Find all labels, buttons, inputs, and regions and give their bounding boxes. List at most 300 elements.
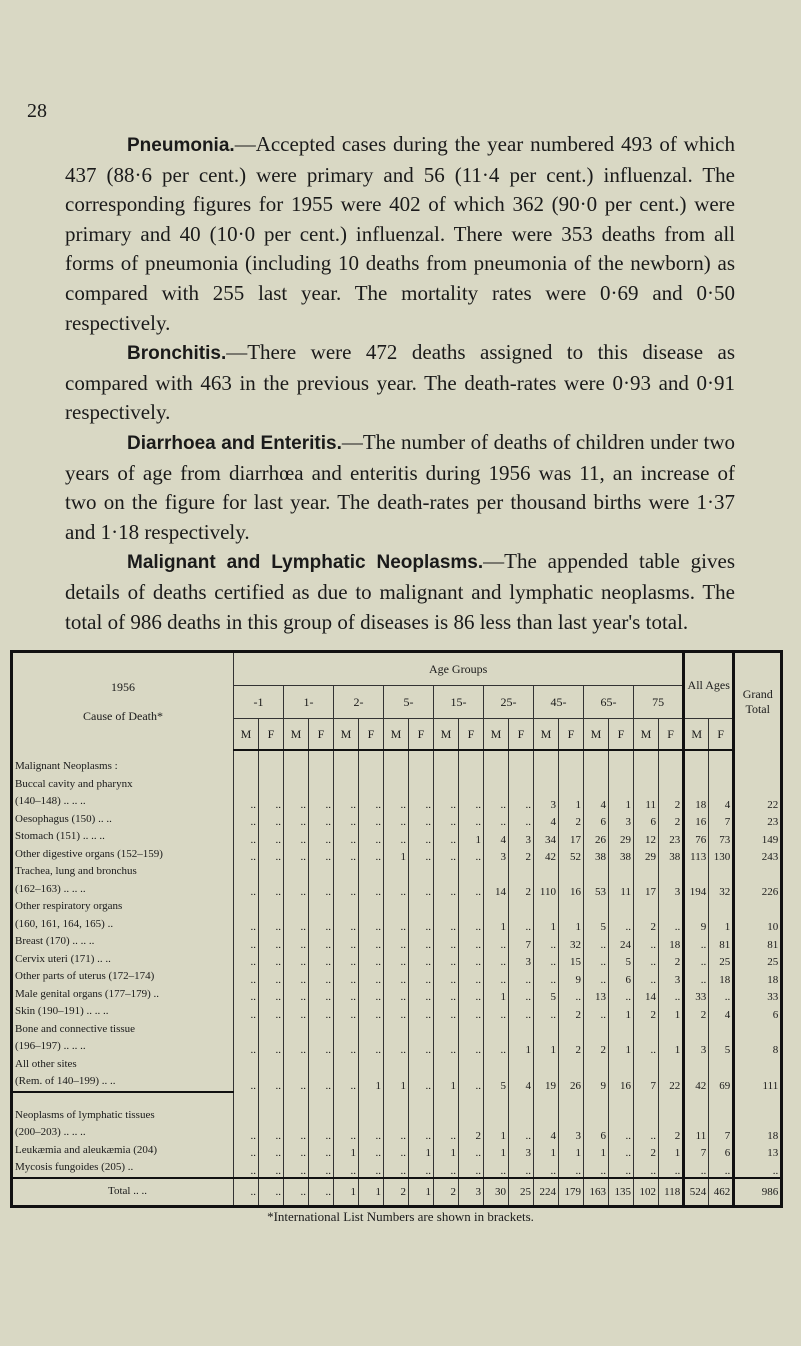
table-cell: 1 — [609, 1021, 634, 1056]
table-cell: 1 — [534, 898, 559, 933]
table-cell: .. — [234, 1003, 259, 1021]
cause-label — [12, 968, 234, 986]
table-cell: 102 — [634, 1178, 659, 1207]
table-cell: 1 — [609, 1003, 634, 1021]
table-cell: 6 — [609, 968, 634, 986]
table-cell: .. — [434, 933, 459, 951]
table-row — [12, 846, 782, 864]
spacer-cell — [459, 1092, 484, 1107]
cause-label — [12, 898, 234, 933]
table-row — [12, 933, 782, 951]
table-cell: .. — [534, 1159, 559, 1178]
table-cell: 1 — [559, 1142, 584, 1160]
table-cell: .. — [409, 933, 434, 951]
table-cell: 1 — [459, 828, 484, 846]
table-cell: .. — [334, 933, 359, 951]
table-row — [12, 968, 782, 986]
table-cell: .. — [334, 1107, 359, 1142]
table-row — [12, 951, 782, 969]
cause-label — [12, 863, 234, 898]
table-cell: 32 — [559, 933, 584, 951]
table-cell: .. — [459, 1056, 484, 1092]
table-cell: .. — [459, 1021, 484, 1056]
table-cell: .. — [409, 863, 434, 898]
sex-header: M — [584, 719, 609, 751]
table-cell: 2 — [434, 1178, 459, 1207]
table-cell: 3 — [459, 1178, 484, 1207]
age-group-header: 15- — [434, 686, 484, 719]
table-cell: 13 — [734, 1142, 782, 1160]
table-cell: 5 — [534, 986, 559, 1004]
table-cell: 3 — [659, 863, 684, 898]
table-cell: .. — [384, 933, 409, 951]
table-cell: 1 — [384, 846, 409, 864]
cause-label-line: (160, 161, 164, 165) .. — [15, 917, 114, 930]
table-cell: .. — [284, 750, 309, 811]
table-cell: 1 — [484, 1107, 509, 1142]
cause-label — [12, 1159, 234, 1178]
table-cell: 224 — [534, 1178, 559, 1207]
table-cell: .. — [684, 1159, 709, 1178]
sex-header: F — [609, 719, 634, 751]
table-cell: 52 — [559, 846, 584, 864]
sex-header: F — [709, 719, 734, 751]
cause-label-line: Mycosis fungoides (205) .. — [15, 1161, 134, 1173]
table-cell: 2 — [659, 1107, 684, 1142]
spacer-cell — [12, 1092, 234, 1107]
table-cell: .. — [234, 828, 259, 846]
table-cell: .. — [434, 846, 459, 864]
neoplasms-table — [10, 650, 783, 1208]
table-cell: .. — [334, 968, 359, 986]
age-group-header: 45- — [534, 686, 584, 719]
cause-label-line: (140–148) .. .. .. — [15, 795, 86, 807]
cause-label — [12, 1021, 234, 1056]
cause-label-line: Stomach (151) .. .. .. — [15, 830, 105, 842]
table-cell: .. — [259, 1159, 284, 1178]
cause-label — [12, 750, 234, 811]
table-cell: 18 — [709, 968, 734, 986]
table-cell: .. — [259, 811, 284, 829]
table-cell: .. — [234, 846, 259, 864]
table-cell: .. — [309, 1178, 334, 1207]
table-cell: .. — [659, 1159, 684, 1178]
table-cell: .. — [484, 951, 509, 969]
table-cell: .. — [259, 1142, 284, 1160]
table-cell: 53 — [584, 863, 609, 898]
footnote: *International List Numbers are shown in brackets. — [267, 1209, 534, 1224]
table-cell: 6 — [584, 1107, 609, 1142]
table-cell: .. — [334, 1003, 359, 1021]
table-cell: 76 — [684, 828, 709, 846]
cause-label-line: Breast (170) .. .. .. — [15, 935, 95, 947]
table-cell: .. — [234, 750, 259, 811]
table-cell: 29 — [609, 828, 634, 846]
table-cell: .. — [409, 846, 434, 864]
table-cell: .. — [434, 1003, 459, 1021]
table-cell: .. — [409, 1107, 434, 1142]
table-cell: .. — [509, 1159, 534, 1178]
cause-label-line: Oesophagus (150) .. .. — [15, 812, 112, 825]
table-cell: .. — [459, 846, 484, 864]
table-row — [12, 863, 782, 898]
table-cell: .. — [259, 951, 284, 969]
table-cell: .. — [484, 1159, 509, 1178]
table-cell: .. — [234, 898, 259, 933]
table-cell: .. — [309, 1159, 334, 1178]
table-cell: .. — [434, 1159, 459, 1178]
table-cell: .. — [459, 1159, 484, 1178]
table-cell: .. — [334, 828, 359, 846]
sex-header: M — [334, 719, 359, 751]
table-cell: .. — [584, 951, 609, 969]
table-cell: .. — [359, 951, 384, 969]
table-cell: .. — [259, 750, 284, 811]
table-cell: 16 — [559, 863, 584, 898]
table-cell: .. — [234, 1056, 259, 1092]
table-cell: .. — [559, 986, 584, 1004]
table-cell: 1 — [409, 1178, 434, 1207]
table-cell: 16 — [609, 1056, 634, 1092]
table-cell: .. — [459, 1142, 484, 1160]
table-cell: .. — [359, 968, 384, 986]
spacer-cell — [584, 1092, 609, 1107]
table-cell: 26 — [559, 1056, 584, 1092]
table-cell: 29 — [634, 846, 659, 864]
table-cell: 1 — [484, 1142, 509, 1160]
table-cell: .. — [259, 863, 284, 898]
age-group-header: 5- — [384, 686, 434, 719]
table-cell: .. — [509, 750, 534, 811]
table-cell: .. — [609, 1107, 634, 1142]
table-cell: 18 — [734, 1107, 782, 1142]
table-cell: 1 — [559, 750, 584, 811]
table-cell: .. — [309, 828, 334, 846]
age-group-header: 1- — [284, 686, 334, 719]
table-cell: 1 — [559, 898, 584, 933]
table-cell: .. — [384, 863, 409, 898]
table-cell: 33 — [734, 986, 782, 1004]
table-cell: 6 — [634, 811, 659, 829]
table-cell: 14 — [484, 863, 509, 898]
cause-label-line: Neoplasms of lymphatic tissues — [15, 1108, 155, 1121]
table-row — [12, 986, 782, 1004]
table-cell: 2 — [509, 846, 534, 864]
table-cell: 2 — [659, 750, 684, 811]
table-cell: 135 — [609, 1178, 634, 1207]
table-cell: 73 — [709, 828, 734, 846]
table-cell: 130 — [709, 846, 734, 864]
table-cell: .. — [384, 750, 409, 811]
table-cell: .. — [284, 933, 309, 951]
table-cell: 7 — [709, 811, 734, 829]
table-cell: .. — [434, 968, 459, 986]
table-year: 1956 — [111, 679, 135, 694]
table-cell: .. — [634, 1107, 659, 1142]
table-cell: .. — [334, 1159, 359, 1178]
cause-label — [12, 1107, 234, 1142]
table-cell: .. — [484, 750, 509, 811]
table-cell: .. — [634, 1021, 659, 1056]
table-cell: .. — [334, 846, 359, 864]
table-cell: .. — [284, 1178, 309, 1207]
table-cell: 9 — [559, 968, 584, 986]
table-cell: 9 — [584, 1056, 609, 1092]
table-cell: .. — [684, 951, 709, 969]
table-cell: .. — [234, 1142, 259, 1160]
table-cell: 38 — [609, 846, 634, 864]
table-cell: 38 — [584, 846, 609, 864]
table-cell: .. — [384, 1107, 409, 1142]
table-cell: 10 — [734, 898, 782, 933]
sex-header: M — [684, 719, 709, 751]
table-cell: 1 — [434, 1142, 459, 1160]
sex-header: F — [309, 719, 334, 751]
table-cell: 13 — [584, 986, 609, 1004]
cause-of-death-header: Cause of Death* — [83, 708, 163, 723]
table-cell: 32 — [709, 863, 734, 898]
table-cell: 3 — [684, 1021, 709, 1056]
table-cell: 1 — [659, 1021, 684, 1056]
spacer-cell — [484, 1092, 509, 1107]
table-cell: 118 — [659, 1178, 684, 1207]
table-cell: 462 — [709, 1178, 734, 1207]
table-cell: 5 — [709, 1021, 734, 1056]
table-cell: 7 — [709, 1107, 734, 1142]
table-cell: .. — [509, 986, 534, 1004]
sex-header: M — [434, 719, 459, 751]
table-cell: .. — [484, 968, 509, 986]
paragraph-body: —The appended table gives details of deaths certified as due to malignant and lymphatic neoplasms. The total of 986 deaths in this group of diseases is 86 less than last year's total. — [65, 549, 735, 634]
cause-label-line: Cervix uteri (171) .. .. — [15, 952, 111, 965]
table-cell: .. — [284, 1056, 309, 1092]
table-cell: 81 — [709, 933, 734, 951]
cause-label-line: (200–203) .. .. .. — [15, 1126, 86, 1138]
table-cell: .. — [309, 968, 334, 986]
table-cell: .. — [434, 1107, 459, 1142]
table-cell: .. — [509, 968, 534, 986]
table-cell: .. — [309, 750, 334, 811]
table-cell: 2 — [559, 1021, 584, 1056]
age-groups-header: Age Groups — [234, 652, 684, 686]
table-cell: .. — [559, 1159, 584, 1178]
cause-label-line: All other sites — [15, 1057, 77, 1070]
cause-label — [12, 933, 234, 951]
spacer-cell — [709, 1092, 734, 1107]
table-cell: 1 — [534, 1142, 559, 1160]
table-cell: .. — [434, 863, 459, 898]
table-cell: 14 — [634, 986, 659, 1004]
table-cell: 18 — [684, 750, 709, 811]
table-cell: 16 — [684, 811, 709, 829]
table-cell: 11 — [609, 863, 634, 898]
table-cell: 15 — [559, 951, 584, 969]
cause-label — [12, 811, 234, 829]
table-cell: 81 — [734, 933, 782, 951]
table-cell: 5 — [609, 951, 634, 969]
spacer-cell — [309, 1092, 334, 1107]
table-cell: 1 — [409, 1142, 434, 1160]
cause-label — [12, 986, 234, 1004]
cause-label — [12, 828, 234, 846]
table-cell: .. — [484, 933, 509, 951]
spacer-cell — [234, 1092, 259, 1107]
table-cell: .. — [734, 1159, 782, 1178]
table-cell: 6 — [734, 1003, 782, 1021]
sex-header: F — [359, 719, 384, 751]
table-cell: .. — [634, 951, 659, 969]
table-cell: .. — [259, 1003, 284, 1021]
table-cell: .. — [284, 986, 309, 1004]
table-cell: 524 — [684, 1178, 709, 1207]
spacer-cell — [534, 1092, 559, 1107]
table-cell: .. — [609, 986, 634, 1004]
paragraph-bronchitis — [65, 338, 735, 428]
spacer-row — [12, 1092, 782, 1107]
sex-header: M — [284, 719, 309, 751]
table-cell: .. — [259, 986, 284, 1004]
table-cell: 3 — [559, 1107, 584, 1142]
table-cell: 69 — [709, 1056, 734, 1092]
table-cell: .. — [534, 951, 559, 969]
table-cell: 243 — [734, 846, 782, 864]
table-row — [12, 1021, 782, 1056]
table-cell: 149 — [734, 828, 782, 846]
table-cell: .. — [684, 968, 709, 986]
table-cell: .. — [409, 1056, 434, 1092]
sex-header: F — [659, 719, 684, 751]
table-row — [12, 1003, 782, 1021]
table-row — [12, 1056, 782, 1092]
table-cell: .. — [359, 863, 384, 898]
table-cell: .. — [384, 1142, 409, 1160]
table-cell: .. — [284, 951, 309, 969]
table-cell: .. — [709, 986, 734, 1004]
table-cell: .. — [234, 968, 259, 986]
table-cell: .. — [284, 1021, 309, 1056]
table-cell: .. — [459, 986, 484, 1004]
age-group-header: 75 — [634, 686, 684, 719]
table-cell: .. — [309, 898, 334, 933]
age-group-header: 25- — [484, 686, 534, 719]
table-cell: 25 — [734, 951, 782, 969]
table-cell: 42 — [534, 846, 559, 864]
table-cell: .. — [509, 1003, 534, 1021]
table-cell: .. — [334, 986, 359, 1004]
table-cell: .. — [584, 933, 609, 951]
table-cell: .. — [234, 1107, 259, 1142]
paragraph-neoplasms — [65, 547, 735, 637]
table-cell: 2 — [684, 1003, 709, 1021]
table-cell: 2 — [584, 1021, 609, 1056]
table-cell: 1 — [359, 1178, 384, 1207]
table-row — [12, 1159, 782, 1178]
table-cell: .. — [584, 1159, 609, 1178]
table-cell: .. — [459, 898, 484, 933]
sex-header: M — [634, 719, 659, 751]
table-cell: .. — [609, 1159, 634, 1178]
table-cell: .. — [659, 986, 684, 1004]
table-cell: .. — [409, 986, 434, 1004]
table-cell: .. — [284, 1003, 309, 1021]
table-cell: .. — [409, 951, 434, 969]
table-cell: .. — [409, 811, 434, 829]
table-cell: .. — [384, 1021, 409, 1056]
table-cell: .. — [534, 933, 559, 951]
sex-header: F — [509, 719, 534, 751]
table-cell: 1 — [484, 986, 509, 1004]
table-cell: .. — [584, 968, 609, 986]
table-cell: .. — [359, 1003, 384, 1021]
table-cell: .. — [459, 750, 484, 811]
sex-header: M — [384, 719, 409, 751]
cause-header — [12, 652, 234, 751]
table-cell: .. — [259, 1021, 284, 1056]
table-cell: 8 — [734, 1021, 782, 1056]
table-cell: .. — [334, 811, 359, 829]
table-cell: 2 — [659, 811, 684, 829]
table-cell: 3 — [609, 811, 634, 829]
cause-label-line: Other parts of uterus (172–174) — [15, 970, 155, 982]
cause-label-line: Trachea, lung and bronchus — [15, 865, 137, 877]
all-ages-header: All Ages — [684, 652, 734, 719]
spacer-cell — [609, 1092, 634, 1107]
table-cell: .. — [684, 933, 709, 951]
table-cell: .. — [309, 1021, 334, 1056]
table-cell: 1 — [334, 1178, 359, 1207]
table-cell: .. — [359, 1107, 384, 1142]
table-cell: 33 — [684, 986, 709, 1004]
body-text — [65, 130, 735, 637]
table-cell: 179 — [559, 1178, 584, 1207]
table-cell: 23 — [659, 828, 684, 846]
table-cell: 1 — [334, 1142, 359, 1160]
table-cell: 19 — [534, 1056, 559, 1092]
table-cell: 17 — [634, 863, 659, 898]
table-cell: .. — [234, 986, 259, 1004]
table-cell: .. — [284, 811, 309, 829]
table-cell: 26 — [584, 828, 609, 846]
cause-label-line: Bone and connective tissue — [15, 1022, 136, 1035]
table-cell: 7 — [684, 1142, 709, 1160]
table-cell: 1 — [659, 1142, 684, 1160]
table-cell: 3 — [484, 846, 509, 864]
table-cell: .. — [259, 1178, 284, 1207]
table-cell: .. — [234, 811, 259, 829]
table-cell: .. — [359, 898, 384, 933]
cause-label-line: Malignant Neoplasms : — [15, 760, 118, 772]
spacer-cell — [359, 1092, 384, 1107]
spacer-cell — [634, 1092, 659, 1107]
table-cell: .. — [509, 811, 534, 829]
table-cell: .. — [459, 933, 484, 951]
table-cell: .. — [634, 933, 659, 951]
total-label: Total .. .. — [12, 1178, 234, 1207]
table-cell: 6 — [709, 1142, 734, 1160]
table-cell: .. — [359, 933, 384, 951]
table-row — [12, 828, 782, 846]
paragraph-heading: Pneumonia. — [127, 135, 235, 156]
table-cell: .. — [259, 828, 284, 846]
table-cell: 3 — [509, 951, 534, 969]
table-cell: .. — [384, 951, 409, 969]
table-cell: 3 — [509, 828, 534, 846]
table-cell: 4 — [484, 828, 509, 846]
table-cell: .. — [459, 811, 484, 829]
table-cell: 1 — [384, 1056, 409, 1092]
spacer-cell — [684, 1092, 709, 1107]
table-cell: .. — [234, 1178, 259, 1207]
